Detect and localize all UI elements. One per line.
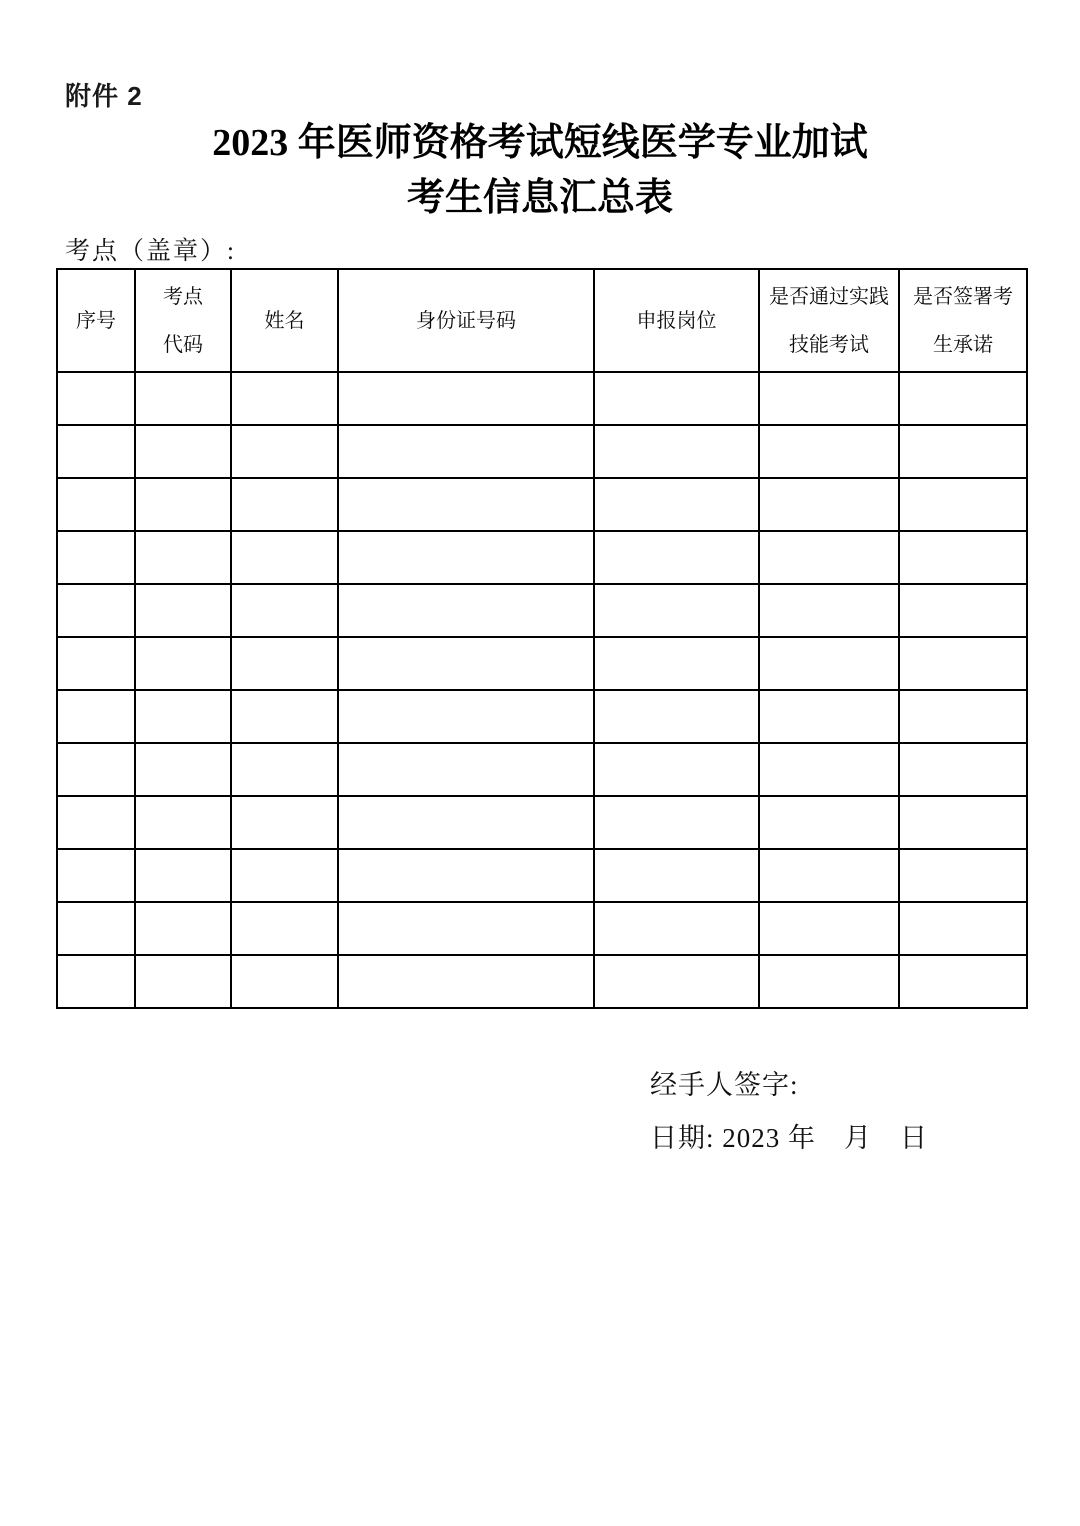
empty-cell (135, 955, 231, 1008)
empty-cell (594, 478, 759, 531)
empty-cell (899, 690, 1027, 743)
header-id-card-number: 身份证号码 (338, 269, 594, 372)
empty-cell (338, 584, 594, 637)
table-row (57, 955, 1027, 1008)
empty-cell (57, 478, 135, 531)
table-row (57, 584, 1027, 637)
attachment-number-label: 附件 2 (65, 81, 143, 111)
exam-site-stamp-label: 考点（盖章）: (65, 238, 236, 265)
header-signed-candidate-commitment: 是否签署考 生承诺 (899, 269, 1027, 372)
empty-cell (57, 690, 135, 743)
header-declared-position: 申报岗位 (594, 269, 759, 372)
table-header-row (57, 269, 1027, 372)
empty-cell (338, 478, 594, 531)
empty-cell (57, 531, 135, 584)
empty-cell (594, 902, 759, 955)
empty-cell (594, 637, 759, 690)
empty-cell (759, 690, 899, 743)
header-name: 姓名 (231, 269, 338, 372)
empty-cell (594, 372, 759, 425)
empty-cell (231, 796, 338, 849)
empty-cell (899, 849, 1027, 902)
empty-cell (759, 531, 899, 584)
table-row (57, 637, 1027, 690)
empty-cell (135, 902, 231, 955)
empty-cell (135, 637, 231, 690)
empty-cell (57, 849, 135, 902)
empty-cell (57, 584, 135, 637)
empty-cell (899, 796, 1027, 849)
empty-cell (135, 584, 231, 637)
footer-signature-block (650, 1072, 928, 1152)
empty-cell (899, 743, 1027, 796)
empty-cell (135, 531, 231, 584)
empty-cell (231, 531, 338, 584)
empty-cell (135, 425, 231, 478)
header-serial-number: 序号 (57, 269, 135, 372)
table-row (57, 902, 1027, 955)
empty-cell (135, 690, 231, 743)
empty-cell (594, 955, 759, 1008)
empty-cell (899, 372, 1027, 425)
empty-cell (231, 743, 338, 796)
empty-cell (338, 637, 594, 690)
empty-cell (57, 372, 135, 425)
table-row (57, 425, 1027, 478)
empty-cell (338, 690, 594, 743)
table-row (57, 743, 1027, 796)
empty-cell (759, 902, 899, 955)
empty-cell (899, 478, 1027, 531)
empty-cell (338, 531, 594, 584)
empty-cell (759, 372, 899, 425)
empty-cell (231, 584, 338, 637)
table-row (57, 531, 1027, 584)
empty-cell (759, 743, 899, 796)
table-row (57, 849, 1027, 902)
handler-signature-label: 经手人签字: (650, 1070, 799, 1100)
empty-cell (899, 531, 1027, 584)
empty-cell (594, 690, 759, 743)
empty-cell (135, 849, 231, 902)
document-title (0, 116, 1080, 226)
empty-cell (57, 743, 135, 796)
table-row (57, 478, 1027, 531)
empty-cell (57, 637, 135, 690)
empty-cell (57, 902, 135, 955)
empty-cell (594, 743, 759, 796)
empty-cell (57, 796, 135, 849)
empty-cell (338, 425, 594, 478)
document-title-line2: 考生信息汇总表 (406, 177, 673, 220)
empty-cell (338, 372, 594, 425)
empty-cell (899, 425, 1027, 478)
empty-cell (231, 637, 338, 690)
empty-cell (759, 955, 899, 1008)
empty-cell (759, 478, 899, 531)
empty-cell (759, 425, 899, 478)
document-title-line1: 2023 年医师资格考试短线医学专业加试 (212, 122, 868, 164)
empty-cell (899, 955, 1027, 1008)
empty-cell (759, 637, 899, 690)
empty-cell (338, 955, 594, 1008)
header-exam-site-code: 考点 代码 (135, 269, 231, 372)
table-row (57, 690, 1027, 743)
empty-cell (594, 584, 759, 637)
table-row (57, 796, 1027, 849)
candidate-summary-table (56, 268, 1028, 1009)
empty-cell (759, 584, 899, 637)
empty-cell (338, 796, 594, 849)
empty-cell (231, 372, 338, 425)
empty-cell (338, 849, 594, 902)
empty-cell (338, 743, 594, 796)
table-row (57, 372, 1027, 425)
empty-cell (135, 478, 231, 531)
empty-cell (899, 584, 1027, 637)
table-body (57, 372, 1027, 1008)
empty-cell (57, 425, 135, 478)
empty-cell (231, 955, 338, 1008)
empty-cell (135, 743, 231, 796)
header-passed-practical-skills-exam: 是否通过实践 技能考试 (759, 269, 899, 372)
empty-cell (135, 372, 231, 425)
date-label: 日期: 2023 年 月 日 (650, 1123, 929, 1153)
empty-cell (231, 690, 338, 743)
empty-cell (594, 796, 759, 849)
empty-cell (135, 796, 231, 849)
empty-cell (594, 849, 759, 902)
empty-cell (231, 849, 338, 902)
empty-cell (57, 955, 135, 1008)
empty-cell (759, 849, 899, 902)
empty-cell (899, 902, 1027, 955)
empty-cell (899, 637, 1027, 690)
empty-cell (231, 478, 338, 531)
empty-cell (231, 902, 338, 955)
empty-cell (594, 425, 759, 478)
empty-cell (338, 902, 594, 955)
empty-cell (594, 531, 759, 584)
empty-cell (231, 425, 338, 478)
empty-cell (759, 796, 899, 849)
